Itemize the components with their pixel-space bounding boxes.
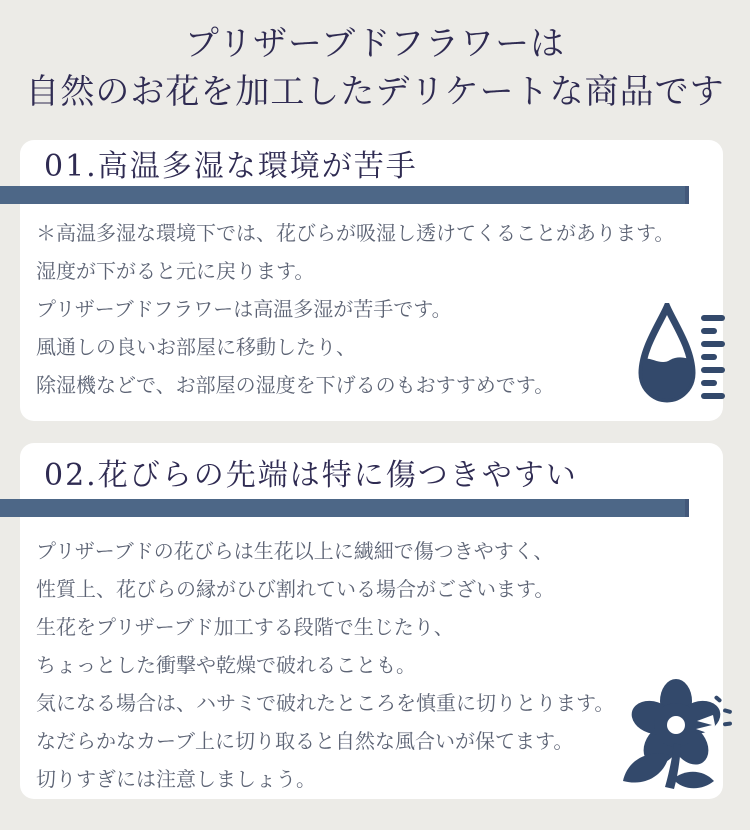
body-line: プリザーブドの花びらは生花以上に繊細で傷つきやすく、 bbox=[36, 539, 554, 563]
body-line: プリザーブドフラワーは高温多湿が苦手です。 bbox=[36, 297, 452, 321]
body-line: なだらかなカーブ上に切り取ると自然な風合いが保てます。 bbox=[36, 729, 574, 753]
body-line: 切りすぎには注意しましょう。 bbox=[36, 767, 316, 791]
body-line: ちょっとした衝撃や乾燥で破れることも。 bbox=[36, 653, 416, 677]
section-petal-damage bbox=[0, 443, 750, 799]
body-line: 湿度が下がると元に戻ります。 bbox=[36, 259, 315, 283]
page-title bbox=[0, 20, 750, 116]
body-line: 除湿機などで、お部屋の湿度を下げるのもおすすめです。 bbox=[36, 373, 555, 397]
section-body-01 bbox=[36, 214, 674, 404]
body-line: 性質上、花びらの縁がひび割れている場合がございます。 bbox=[36, 577, 555, 601]
section-humidity bbox=[0, 140, 750, 421]
section-body-02 bbox=[36, 532, 614, 798]
accent-bar bbox=[0, 186, 689, 204]
damaged-flower-icon bbox=[617, 675, 735, 797]
section-heading-02: 02.花びらの先端は特に傷つきやすい bbox=[44, 458, 578, 493]
accent-bar bbox=[0, 499, 689, 517]
body-line: 気になる場合は、ハサミで破れたところを慎重に切りとります。 bbox=[36, 691, 615, 715]
body-line: 生花をプリザーブド加工する段階で生じたり、 bbox=[36, 615, 454, 639]
section-heading-01: 01.高温多湿な環境が苦手 bbox=[44, 149, 418, 184]
humidity-droplet-icon bbox=[637, 303, 725, 407]
body-line: ＊高温多湿な環境下では、花びらが吸湿し透けてくることがあります。 bbox=[36, 221, 675, 245]
page-title-line-2: 自然のお花を加工したデリケートな商品です bbox=[25, 72, 725, 112]
page-title-line-1: プリザーブドフラワーは bbox=[184, 24, 566, 64]
body-line: 風通しの良いお部屋に移動したり、 bbox=[36, 335, 356, 359]
